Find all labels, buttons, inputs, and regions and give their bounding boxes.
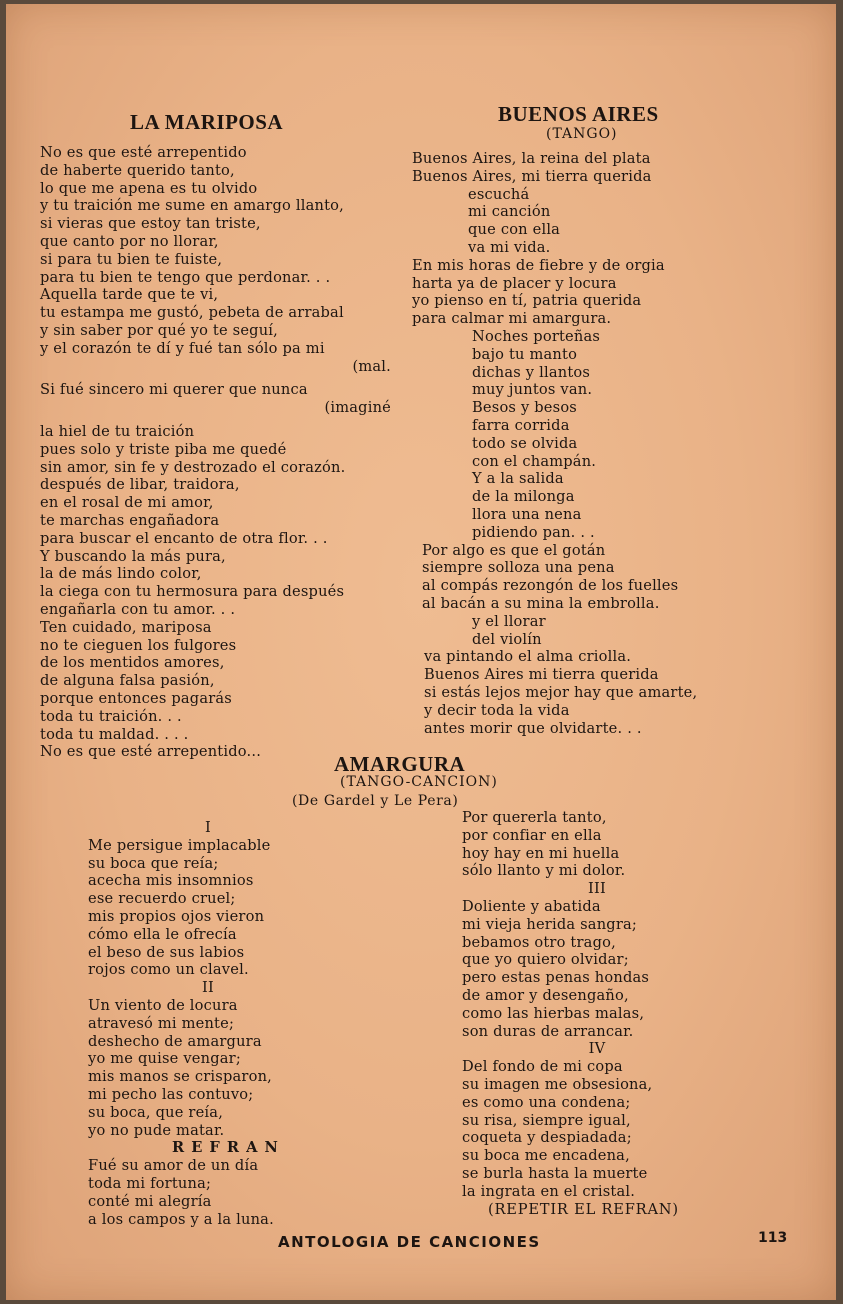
lyric-line: Buenos Aires, la reina del plata — [412, 150, 651, 167]
lyric-line: si vieras que estoy tan triste, — [40, 215, 261, 233]
lyric-line: mis propios ojos vieron — [88, 907, 265, 925]
lyric-line: y tu traición me sume en amargo llanto, — [40, 197, 344, 215]
lyric-line: llora una nena — [472, 505, 582, 523]
lyric-line: su boca, que reía, — [88, 1103, 224, 1121]
amargura-left-column — [88, 819, 328, 1228]
lyric-line: cómo ella le ofrecía — [88, 925, 237, 943]
lyric-line: al compás rezongón de los fuelles — [422, 577, 679, 595]
lyric-line: para calmar mi amargura. — [412, 310, 612, 328]
lyric-line: que con ella — [468, 221, 561, 239]
lyric-line: a los campos y a la luna. — [88, 1210, 274, 1228]
lyric-line: toda tu maldad. . . . — [40, 725, 189, 743]
lyric-line: y sin saber por qué yo te seguí, — [40, 321, 279, 339]
amargura-subtitle: (TANGO-CANCION) — [340, 774, 498, 790]
buenos-aires-title: BUENOS AIRES — [498, 102, 659, 126]
amargura-credit: (De Gardel y Le Pera) — [292, 793, 459, 809]
lyric-line: Aquella tarde que te vi, — [40, 286, 219, 304]
lyric-line: si estás lejos mejor hay que amarte, — [424, 683, 698, 701]
lyric-line: del violín — [472, 630, 542, 648]
lyric-line: antes morir que olvidarte. . . — [424, 719, 642, 737]
lyric-line: pero estas penas hondas — [462, 969, 650, 987]
verse-number: III — [588, 880, 606, 898]
lyric-line: la ingrata en el cristal. — [462, 1182, 636, 1200]
lyric-line: Un viento de locura — [88, 996, 238, 1014]
amargura-title: AMARGURA — [334, 752, 466, 776]
lyric-line: yo me quise vengar; — [88, 1050, 241, 1068]
lyric-line: acecha mis insomnios — [88, 872, 254, 890]
page-number: 113 — [758, 1230, 788, 1246]
lyric-line: Y buscando la más pura, — [40, 547, 226, 565]
amargura-right-column — [462, 809, 732, 1218]
lyric-line: tu estampa me gustó, pebeta de arrabal — [40, 304, 344, 322]
lyric-line: yo no pude matar. — [88, 1121, 225, 1139]
lyric-line: mi canción — [468, 203, 551, 221]
lyric-line: conté mi alegría — [88, 1192, 212, 1210]
lyric-line: toda tu traición. . . — [40, 707, 182, 725]
lyric-line: y el corazón te dí y fué tan sólo pa mi — [40, 339, 325, 357]
lyric-line: siempre solloza una pena — [422, 559, 615, 577]
refran-heading: R E F R A N — [172, 1139, 279, 1157]
lyric-line: Si fué sincero mi querer que nunca — [40, 381, 308, 399]
lyric-line: la de más lindo color, — [40, 565, 202, 583]
lyric-line: para tu bien te tengo que perdonar. . . — [40, 268, 331, 286]
buenos-aires-subtitle: (TANGO) — [546, 126, 618, 142]
lyric-line: escuchá — [468, 185, 530, 203]
lyric-line: todo se olvida — [472, 434, 578, 452]
lyric-line: Doliente y abatida — [462, 897, 601, 915]
lyric-line: como las hierbas malas, — [462, 1004, 645, 1022]
lyric-line: atravesó mi mente; — [88, 1014, 235, 1032]
verse-number: I — [205, 819, 211, 836]
scanned-page — [6, 4, 836, 1300]
lyric-line: toda mi fortuna; — [88, 1174, 212, 1192]
lyric-line: Buenos Aires, mi tierra querida — [412, 167, 652, 185]
lyric-line: pidiendo pan. . . — [472, 523, 595, 541]
repeat-refran-note: (REPETIR EL REFRAN) — [488, 1200, 679, 1218]
lyric-line: su boca que reía; — [88, 854, 219, 872]
lyric-line: se burla hasta la muerte — [462, 1164, 648, 1182]
lyric-line: y el llorar — [472, 612, 546, 630]
lyric-line: con el champán. — [472, 452, 597, 470]
buenos-aires-lyrics — [412, 150, 742, 737]
lyric-line: yo pienso en tí, patria querida — [412, 292, 642, 310]
mariposa-lyrics — [40, 144, 395, 761]
lyric-line-continuation: (mal. — [352, 357, 391, 375]
lyric-line: te marchas engañadora — [40, 511, 220, 529]
lyric-line: de la milonga — [472, 488, 575, 506]
lyric-line: porque entonces pagarás — [40, 689, 232, 707]
lyric-line: bajo tu manto — [472, 345, 578, 363]
lyric-line: su boca me encadena, — [462, 1147, 630, 1165]
lyric-line: son duras de arrancar. — [462, 1022, 634, 1040]
mariposa-title: LA MARIPOSA — [130, 110, 284, 134]
lyric-line: no te cieguen los fulgores — [40, 636, 237, 654]
lyric-line-continuation: (imaginé — [324, 399, 391, 417]
lyric-line: al bacán a su mina la embrolla. — [422, 594, 660, 612]
lyric-line: Buenos Aires mi tierra querida — [424, 666, 659, 684]
lyric-line: Noches porteñas — [472, 327, 601, 345]
lyric-line: para buscar el encanto de otra flor. . . — [40, 529, 328, 547]
lyric-line: que yo quiero olvidar; — [462, 951, 629, 969]
lyric-line: sólo llanto y mi dolor. — [462, 862, 626, 880]
lyric-line: de haberte querido tanto, — [40, 161, 235, 179]
lyric-line: va mi vida. — [468, 238, 551, 256]
lyric-line: que canto por no llorar, — [40, 232, 219, 250]
lyric-line: Del fondo de mi copa — [462, 1058, 623, 1076]
lyric-line: su risa, siempre igual, — [462, 1111, 631, 1129]
lyric-line: la ciega con tu hermosura para después — [40, 583, 345, 601]
lyric-line: después de libar, traidora, — [40, 476, 240, 494]
lyric-line: el beso de sus labios — [88, 943, 245, 961]
lyric-line: su imagen me obsesiona, — [462, 1075, 653, 1093]
lyric-line: No es que esté arrepentido... — [40, 743, 262, 761]
lyric-line: En mis horas de fiebre y de orgia — [412, 256, 665, 274]
lyric-line: hoy hay en mi huella — [462, 844, 620, 862]
lyric-line: farra corrida — [472, 416, 570, 434]
lyric-line: rojos como un clavel. — [88, 961, 249, 979]
lyric-line: en el rosal de mi amor, — [40, 494, 214, 512]
lyric-line: de amor y desengaño, — [462, 986, 629, 1004]
lyric-line: de alguna falsa pasión, — [40, 672, 215, 690]
lyric-line: Por algo es que el gotán — [422, 541, 606, 559]
lyric-line: lo que me apena es tu olvido — [40, 179, 258, 197]
lyric-line: pues solo y triste piba me quedé — [40, 440, 287, 458]
book-title-footer: ANTOLOGIA DE CANCIONES — [278, 1233, 541, 1251]
lyric-line: No es que esté arrepentido — [40, 144, 247, 161]
lyric-line: Y a la salida — [472, 470, 564, 488]
lyric-line: de los mentidos amores, — [40, 654, 225, 672]
lyric-line: mi vieja herida sangra; — [462, 915, 638, 933]
lyric-line: dichas y llantos — [472, 363, 591, 381]
lyric-line: por confiar en ella — [462, 826, 602, 844]
lyric-line: si para tu bien te fuiste, — [40, 250, 223, 268]
lyric-line: Besos y besos — [472, 399, 577, 417]
lyric-line: ese recuerdo cruel; — [88, 890, 236, 908]
lyric-line: Me persigue implacable — [88, 836, 271, 854]
lyric-line: es como una condena; — [462, 1093, 631, 1111]
lyric-line: y decir toda la vida — [424, 701, 570, 719]
verse-number: II — [202, 979, 214, 997]
lyric-line: muy juntos van. — [472, 381, 593, 399]
verse-number: IV — [588, 1040, 606, 1058]
lyric-line: bebamos otro trago, — [462, 933, 616, 951]
lyric-line: harta ya de placer y locura — [412, 274, 617, 292]
lyric-line: sin amor, sin fe y destrozado el corazón. — [40, 458, 346, 476]
lyric-line: Fué su amor de un día — [88, 1157, 259, 1175]
lyric-line: la hiel de tu traición — [40, 422, 195, 440]
lyric-line: mi pecho las contuvo; — [88, 1085, 254, 1103]
lyric-line: va pintando el alma criolla. — [424, 648, 632, 666]
lyric-line: mis manos se crisparon, — [88, 1068, 273, 1086]
lyric-line: Ten cuidado, mariposa — [40, 618, 212, 636]
lyric-line: Por quererla tanto, — [462, 809, 607, 826]
lyric-line: coqueta y despiadada; — [462, 1129, 632, 1147]
lyric-line: engañarla con tu amor. . . — [40, 600, 236, 618]
lyric-line: deshecho de amargura — [88, 1032, 262, 1050]
